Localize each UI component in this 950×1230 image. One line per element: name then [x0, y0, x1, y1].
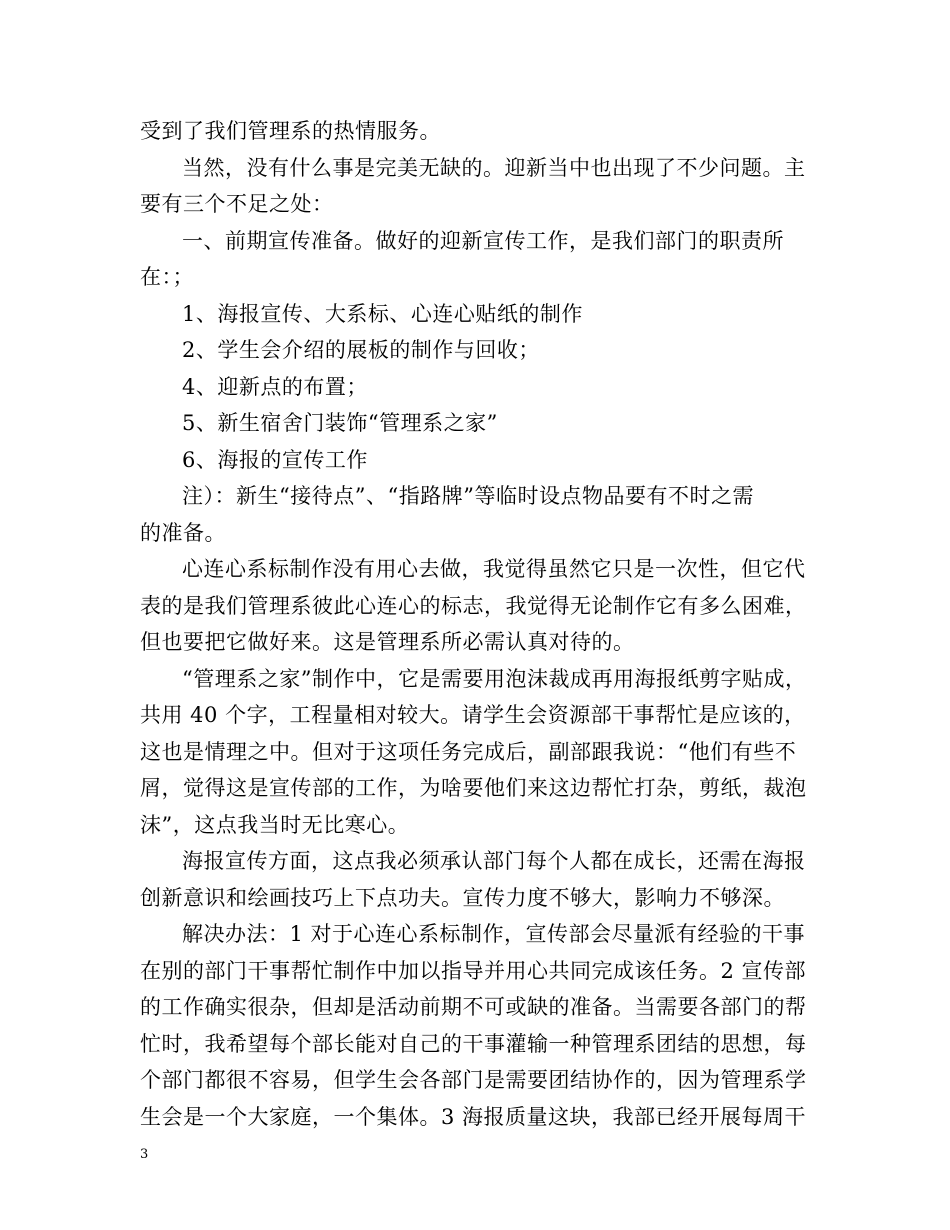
text-line: 但也要把它做好来。这是管理系所必需认真对待的。 — [140, 630, 635, 654]
text-line: 一、前期宣传准备。做好的迎新宣传工作，是我们部门的职责所 — [182, 228, 784, 253]
text-line: 创新意识和绘画技巧上下点功夫。宣传力度不够大，影响力不够深。 — [140, 885, 785, 910]
note-line: 注）：新生“接待点”、“指路牌”等临时设点物品要有不时之需 — [182, 484, 754, 508]
list-item: 5、新生宿舍门装饰“管理系之家” — [182, 411, 498, 435]
text-line: 忙时，我希望每个部长能对自己的干事灌输一种管理系团结的思想，每 — [140, 1031, 807, 1056]
text-line: 个部门都很不容易，但学生会各部门是需要团结协作的，因为管理系学 — [140, 1068, 807, 1092]
text-line: 共用 40 个字，工程量相对较大。请学生会资源部干事帮忙是应该的， — [140, 703, 806, 727]
list-item: 1、海报宣传、大系标、心连心贴纸的制作 — [182, 301, 583, 326]
text-line: 生会是一个大家庭，一个集体。3 海报质量这块，我部已经开展每周干 — [140, 1104, 807, 1129]
list-item: 4、迎新点的布置； — [182, 374, 368, 399]
text-line: 海报宣传方面，这点我必须承认部门每个人都在成长，还需在海报 — [182, 849, 806, 873]
note-line: 的准备。 — [140, 520, 226, 545]
text-line: 要有三个不足之处： — [140, 192, 334, 216]
text-line: 沫”，这点我当时无比寒心。 — [140, 812, 410, 837]
text-line: 的工作确实很杂，但却是活动前期不可或缺的准备。当需要各部门的帮 — [140, 995, 807, 1019]
text-line: “管理系之家”制作中，它是需要用泡沫裁成再用海报纸剪字贴成， — [182, 666, 807, 691]
list-item: 6、海报的宣传工作 — [182, 447, 368, 472]
text-line: 当然，没有什么事是完美无缺的。迎新当中也出现了不少问题。主 — [182, 155, 806, 180]
list-item: 2、学生会介绍的展板的制作与回收； — [182, 338, 540, 362]
page-number: 3 — [140, 1147, 149, 1162]
text-line: 心连心系标制作没有用心去做，我觉得虽然它只是一次性，但它代 — [182, 557, 806, 581]
text-line: 解决办法：1 对于心连心系标制作，宣传部会尽量派有经验的干事 — [182, 922, 806, 946]
text-line: 受到了我们管理系的热情服务。 — [140, 119, 441, 143]
text-line: 表的是我们管理系彼此心连心的标志，我觉得无论制作它有多么困难， — [140, 593, 807, 618]
text-line: 屑，觉得这是宣传部的工作，为啥要他们来这边帮忙打杂，剪纸，裁泡 — [140, 776, 807, 800]
text-line: 这也是情理之中。但对于这项任务完成后，副部跟我说：“他们有些不 — [140, 739, 797, 764]
document-body — [140, 113, 830, 1135]
text-line: 在别的部门干事帮忙制作中加以指导并用心共同完成该任务。2 宣传部 — [140, 958, 807, 983]
text-line: 在：； — [140, 265, 194, 289]
